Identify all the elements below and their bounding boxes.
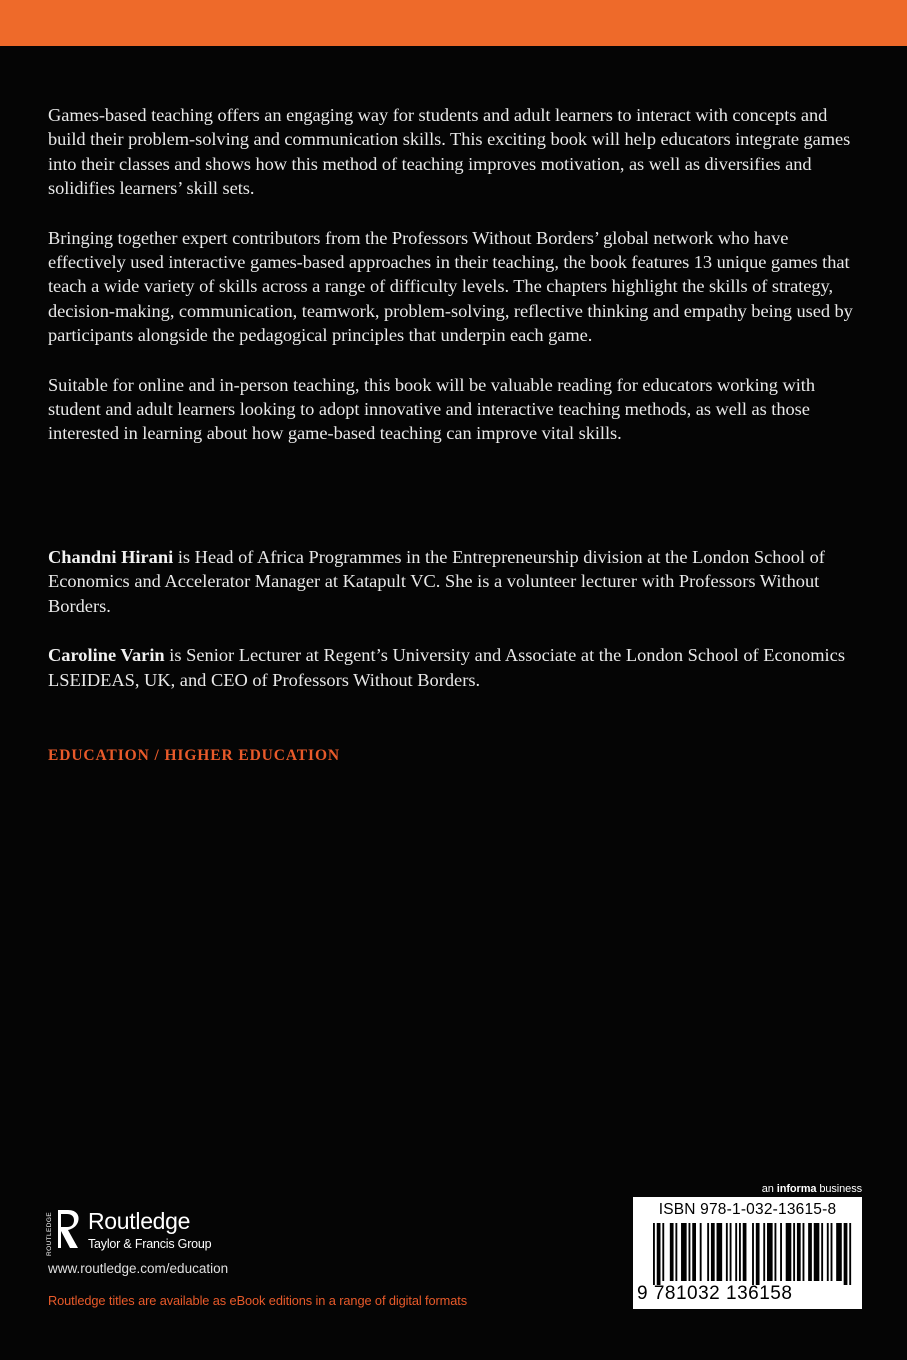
barcode-bar bbox=[743, 1223, 747, 1281]
barcode-bar bbox=[711, 1223, 715, 1281]
informa-suffix: business bbox=[819, 1183, 862, 1195]
barcode-bar bbox=[739, 1223, 741, 1281]
barcode-bar bbox=[707, 1223, 709, 1281]
publisher-name: Routledge bbox=[88, 1208, 191, 1234]
barcode-bar bbox=[780, 1223, 782, 1281]
top-accent-band bbox=[0, 0, 907, 46]
barcode-bar bbox=[717, 1223, 723, 1281]
barcode-icon bbox=[653, 1223, 853, 1285]
description-paragraph-1: Games-based teaching offers an engaging way for students and adult learners to interact with concepts and build their problem-solving and communication skills. This exciting book will help educators integrate games into their classes and shows how this method of teaching improves motivation, as well as diversifies and solidifies learners’ skill sets. bbox=[48, 105, 851, 199]
barcode-bar bbox=[752, 1223, 754, 1285]
barcode-bar bbox=[681, 1223, 687, 1281]
book-description bbox=[48, 103, 866, 471]
barcode-bar bbox=[689, 1223, 691, 1281]
barcode-bar bbox=[692, 1223, 696, 1281]
publisher-group: Taylor & Francis Group bbox=[88, 1237, 212, 1251]
barcode-bar bbox=[662, 1223, 664, 1281]
author-bio-2 bbox=[48, 643, 866, 692]
barcode-bar bbox=[844, 1223, 848, 1285]
author-bio-text-2: is Senior Lecturer at Regent’s University and Associate at the London School of Economics LSEIDEAS, UK, and CEO of Professors Without Borders. bbox=[48, 645, 845, 690]
routledge-vertical-mark: ROUTLEDGE bbox=[46, 1211, 53, 1256]
informa-tagline bbox=[762, 1183, 862, 1195]
barcode-bar bbox=[836, 1223, 842, 1281]
ebook-note: Routledge titles are available as eBook editions in a range of digital formats bbox=[48, 1293, 468, 1308]
barcode-bar bbox=[831, 1223, 833, 1281]
barcode-bar bbox=[793, 1223, 795, 1281]
barcode-bar bbox=[670, 1223, 674, 1281]
author-bio-1 bbox=[48, 545, 866, 618]
description-paragraph-3: Suitable for online and in-person teaching, this book will be valuable reading for educators working with student and adult learners looking to adopt innovative and interactive teaching methods, as well as those interested in learning about how game-based teaching can improve vital skills. bbox=[48, 374, 815, 444]
informa-brand: informa bbox=[776, 1183, 817, 1195]
informa-prefix: an bbox=[761, 1183, 774, 1195]
isbn-digits: 9 781032 136158 bbox=[637, 1283, 793, 1304]
barcode-bar bbox=[756, 1223, 760, 1285]
barcode-bar bbox=[700, 1223, 702, 1281]
author-name-1: Chandni Hirani bbox=[48, 547, 174, 567]
barcode-bar bbox=[808, 1223, 812, 1281]
subject-category: EDUCATION / HIGHER EDUCATION bbox=[48, 747, 341, 764]
barcode-bar bbox=[767, 1223, 773, 1281]
barcode-bar bbox=[803, 1223, 805, 1281]
barcode-bar bbox=[786, 1223, 792, 1281]
barcode-bar bbox=[730, 1223, 732, 1281]
barcode-bar bbox=[814, 1223, 820, 1281]
barcode-bar bbox=[827, 1223, 829, 1281]
description-paragraph-2: Bringing together expert contributors from the Professors Without Borders’ global network who have effectively used interactive games-based approaches in their teaching, the book features 13 unique games that teach a wide variety of skills across a range of difficulty levels. The chapters highlight the skills of strategy, decision-making, communication, teamwork, problem-solving, reflective thinking and empathy being used by participants alongside the pedagogical principles that underpin each game. bbox=[48, 227, 853, 346]
author-bios bbox=[48, 545, 866, 717]
author-name-2: Caroline Varin bbox=[48, 645, 165, 666]
author-bio-text-1: is Head of Africa Programmes in the Entrepreneurship division at the London School of Economics and Accelerator Manager at Katapult VC. She is a volunteer lecturer with Professors Without Borders. bbox=[48, 547, 825, 616]
barcode-bar bbox=[821, 1223, 823, 1281]
barcode-bar bbox=[774, 1223, 776, 1281]
barcode-bar bbox=[763, 1223, 765, 1281]
routledge-logo bbox=[44, 1204, 244, 1258]
barcode-bar bbox=[726, 1223, 728, 1281]
routledge-r-icon bbox=[44, 1204, 84, 1258]
isbn-barcode bbox=[633, 1197, 862, 1309]
barcode-bar bbox=[735, 1223, 737, 1281]
barcode-bar bbox=[797, 1223, 801, 1281]
barcode-bar bbox=[675, 1223, 677, 1281]
publisher-url[interactable]: www.routledge.com/education bbox=[48, 1261, 229, 1276]
barcode-bar bbox=[657, 1223, 661, 1285]
isbn-label: ISBN 978-1-032-13615-8 bbox=[658, 1201, 837, 1218]
barcode-bar bbox=[653, 1223, 655, 1285]
barcode-bar bbox=[849, 1223, 851, 1285]
